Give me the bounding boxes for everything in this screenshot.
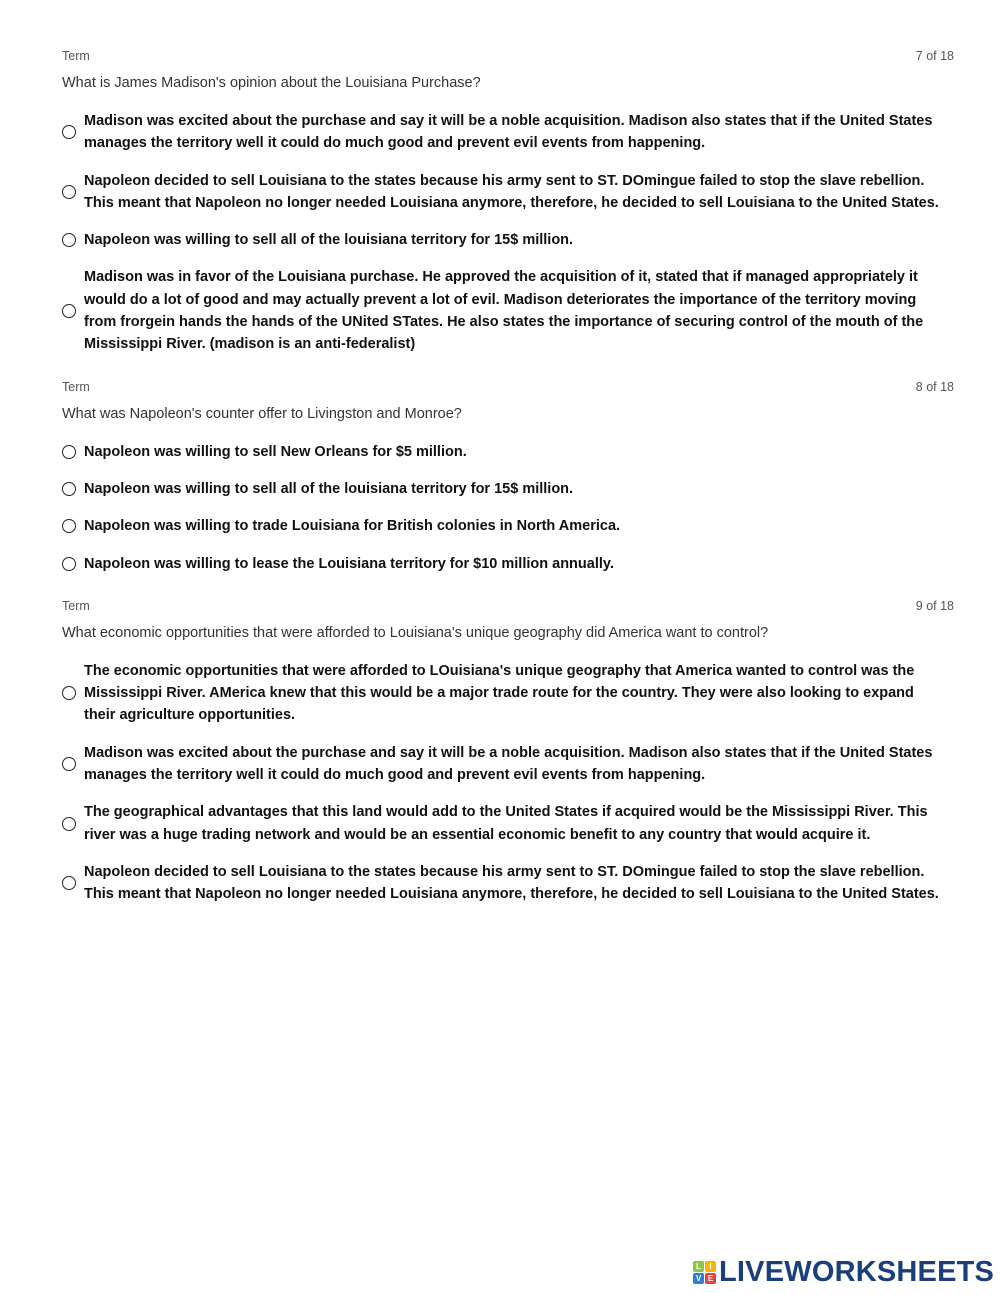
answer-options bbox=[62, 660, 954, 906]
answer-option-text: Napoleon was willing to sell New Orleans for $5 million. bbox=[84, 443, 467, 460]
answer-option[interactable] bbox=[62, 742, 954, 787]
answer-options bbox=[62, 441, 954, 575]
term-header bbox=[62, 598, 954, 614]
question-text: What is James Madison's opinion about the Louisiana Purchase? bbox=[62, 75, 481, 91]
logo-tiles bbox=[693, 1261, 716, 1284]
answer-option-text: Napoleon was willing to sell all of the louisiana territory for 15$ million. bbox=[84, 232, 574, 249]
logo-tile: L bbox=[693, 1261, 704, 1272]
answer-option[interactable] bbox=[62, 801, 954, 846]
answer-option[interactable] bbox=[62, 110, 954, 155]
question-text: What was Napoleon's counter offer to Livingston and Monroe? bbox=[62, 405, 462, 422]
radio-button-icon[interactable] bbox=[62, 185, 76, 199]
term-card bbox=[62, 598, 954, 906]
answer-option[interactable] bbox=[62, 441, 954, 463]
answer-option[interactable] bbox=[62, 861, 954, 906]
answer-option-text: Madison was excited about the purchase and say it will be a noble acquisition. Madison also states that if the United States manages the territory well it could do much good and prevent evil events from happening. bbox=[84, 113, 933, 152]
answer-option[interactable] bbox=[62, 170, 954, 215]
worksheet bbox=[62, 48, 954, 929]
answer-options bbox=[62, 110, 954, 356]
term-label: Term bbox=[62, 379, 90, 394]
radio-button-icon[interactable] bbox=[62, 233, 76, 247]
logo-tile: I bbox=[705, 1261, 716, 1272]
radio-button-icon[interactable] bbox=[62, 304, 76, 318]
radio-button-icon[interactable] bbox=[62, 482, 76, 496]
answer-option[interactable] bbox=[62, 478, 954, 500]
term-label: Term bbox=[62, 598, 90, 613]
term-label: Term bbox=[62, 49, 90, 63]
answer-option[interactable] bbox=[62, 515, 954, 537]
answer-option[interactable] bbox=[62, 553, 954, 575]
term-card bbox=[62, 379, 954, 575]
radio-button-icon[interactable] bbox=[62, 757, 76, 771]
answer-option[interactable] bbox=[62, 229, 954, 251]
term-card bbox=[62, 48, 954, 356]
radio-button-icon[interactable] bbox=[62, 125, 76, 139]
radio-button-icon[interactable] bbox=[62, 817, 76, 831]
term-counter: 9 of 18 bbox=[915, 598, 954, 613]
answer-option-text: The geographical advantages that this land would add to the United States if acquired would be the Mississippi River. This river was a huge trading network and would be an essential economic benefit to any country that would acquire it. bbox=[84, 804, 928, 843]
logo-tile: E bbox=[705, 1273, 716, 1284]
answer-option-text: The economic opportunities that were afforded to LOuisiana's unique geography that America wanted to control was the Mississippi River. AMerica knew that this would be a major trade route for the country. They were also looking to expand their agriculture opportunities. bbox=[84, 662, 915, 724]
term-counter: 7 of 18 bbox=[915, 49, 954, 63]
answer-option[interactable] bbox=[62, 266, 954, 355]
liveworksheets-logo bbox=[693, 1256, 994, 1289]
logo-tile: V bbox=[693, 1273, 704, 1284]
term-counter: 8 of 18 bbox=[915, 379, 954, 394]
radio-button-icon[interactable] bbox=[62, 519, 76, 533]
radio-button-icon[interactable] bbox=[62, 557, 76, 571]
question-text: What economic opportunities that were afforded to Louisiana's unique geography did America want to control? bbox=[62, 624, 769, 641]
answer-option-text: Napoleon was willing to lease the Louisiana territory for $10 million annually. bbox=[84, 555, 614, 572]
logo-text: LIVEWORKSHEETS bbox=[719, 1256, 995, 1288]
answer-option-text: Napoleon decided to sell Louisiana to the states because his army sent to ST. DOmingue failed to stop the slave rebellion. This meant that Napoleon no longer needed Louisiana anymore, therefore, he decided to sell Louisiana to the United States. bbox=[84, 863, 939, 903]
answer-option-text: Napoleon was willing to trade Louisiana for British colonies in North America. bbox=[84, 518, 621, 535]
radio-button-icon[interactable] bbox=[62, 686, 76, 700]
radio-button-icon[interactable] bbox=[62, 445, 76, 459]
answer-option-text: Madison was in favor of the Louisiana purchase. He approved the acquisition of it, stated that if managed appropriately it would do a lot of good and may actually prevent a lot of evil. Madison deteriorates the importance of the territory moving from frorgein hands the hands of the UNited STates. He also states the importance of securing control of the mouth of the Mississippi River. (madison is an anti-federalist) bbox=[84, 269, 924, 353]
answer-option[interactable] bbox=[62, 660, 954, 727]
answer-option-text: Madison was excited about the purchase and say it will be a noble acquisition. Madison also states that if the United States manages the territory well it could do much good and prevent evil events from happening. bbox=[84, 744, 933, 784]
term-header bbox=[62, 48, 954, 64]
answer-option-text: Napoleon was willing to sell all of the louisiana territory for 15$ million. bbox=[84, 480, 574, 497]
term-header bbox=[62, 379, 954, 395]
radio-button-icon[interactable] bbox=[62, 876, 76, 890]
answer-option-text: Napoleon decided to sell Louisiana to the states because his army sent to ST. DOmingue failed to stop the slave rebellion. This meant that Napoleon no longer needed Louisiana anymore, therefore, he decided to sell Louisiana to the United States. bbox=[84, 172, 939, 211]
